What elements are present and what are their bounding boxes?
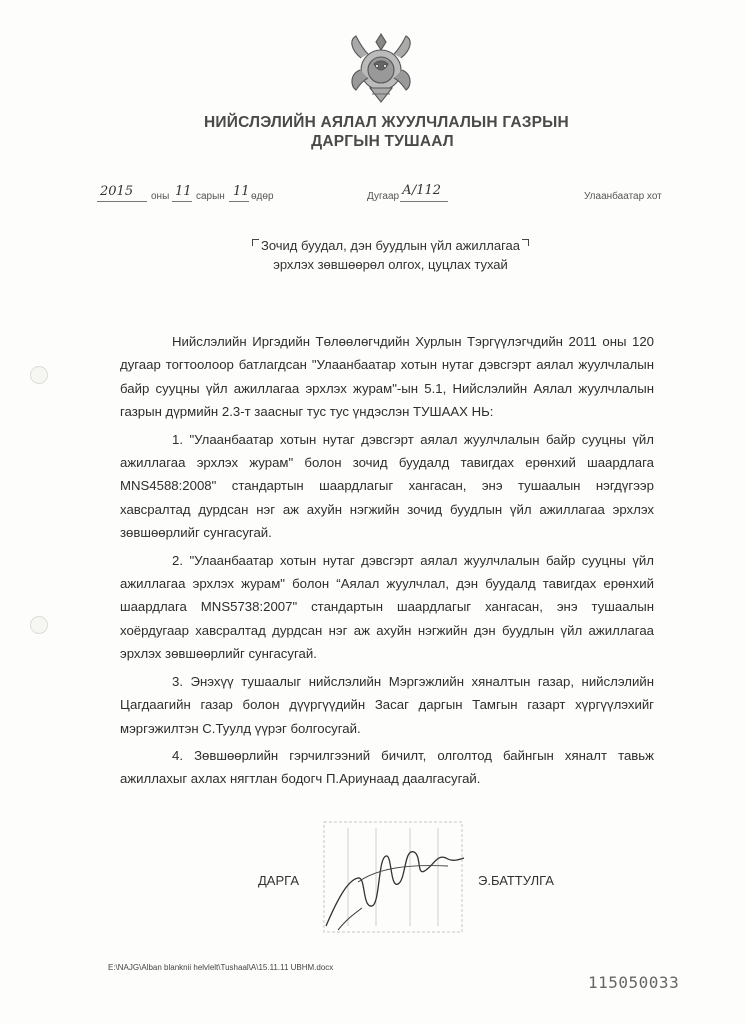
signature-block bbox=[0, 873, 745, 893]
document-body bbox=[120, 330, 654, 795]
number-underline bbox=[400, 201, 448, 202]
year-label: оны bbox=[151, 191, 170, 202]
punch-hole-top bbox=[30, 366, 48, 384]
file-path-footer: E:\NAJG\Alban blanknii helvlelt\Tushaal\A\15.11.11 UBHM.docx bbox=[108, 963, 334, 972]
date-day: 11 bbox=[233, 184, 250, 199]
date-month: 11 bbox=[175, 184, 192, 199]
date-number-line bbox=[0, 184, 745, 208]
state-emblem-icon bbox=[346, 30, 416, 106]
month-underline bbox=[172, 201, 192, 202]
document-subject bbox=[0, 236, 745, 274]
bracket-right-icon bbox=[522, 239, 529, 246]
date-year: 2015 bbox=[100, 184, 134, 199]
day-label: өдөр bbox=[251, 191, 274, 202]
city-label: Улаанбаатар хот bbox=[584, 191, 662, 202]
month-label: сарын bbox=[196, 191, 225, 202]
document-type-title: ДАРГЫН ТУШААЛ bbox=[311, 133, 454, 150]
serial-number: 115050033 bbox=[588, 973, 680, 992]
bracket-left-icon bbox=[252, 239, 259, 246]
body-item-4: 4. Зөвшөөрлийн гэрчилгээний бичилт, олголтод байнгын хяналт тавьж ажиллахыг ахлах нягтлан бодогч П.Ариунаад даалгасугай. bbox=[120, 747, 654, 787]
document-header bbox=[0, 113, 745, 151]
signatory-title: ДАРГА bbox=[258, 873, 299, 888]
body-item-3: 3. Энэхүү тушаалыг нийслэлийн Мэргэжлийн хяналтын газар, нийслэлийн Цагдаагийн газар болон дүүргүүдийн Засаг даргын Тамгын газарт хүргүүлэхийг мэргэжилтэн С.Туулд үүрэг болгосугай. bbox=[120, 673, 654, 736]
body-item-1: 1. "Улаанбаатар хотын нутаг дэвсгэрт аялал жуулчлалын байр сууцны үйл ажиллагаа эрхлэх журам" болон зочид буудалд тавигдах ерөнхий шаардлага MNS4588:2008" стандартын шаардлагыг хангасан, энэ тушаалын нэгдүгээр хавсралтад дурдсан нэг аж ахуйн нэгжийн зочид буудлын үйл ажиллагаа эрхлэх зөвшөөрлийг сунгасугай. bbox=[120, 431, 654, 541]
year-underline bbox=[97, 201, 147, 202]
day-underline bbox=[229, 201, 249, 202]
body-item-2: 2. "Улаанбаатар хотын нутаг дэвсгэрт аялал жуулчлалын байр сууцны үйл ажиллагаа эрхлэх журам" болон “Аялал жуулчлал, дэн буудалд тавигдах ерөнхий шаардлага MNS5738:2007" стандартын шаардлагыг хангасан, энэ тушаалын хоёрдугаар хавсралтад дурдсан нэг аж ахуйн нэгжийн дэн буудлын үйл ажиллагаа эрхлэх зөвшөөрлийг сунгасугай. bbox=[120, 552, 654, 662]
subject-line-2: эрхлэх зөвшөөрөл олгох, цуцлах тухай bbox=[273, 257, 508, 272]
signatory-name: Э.БАТТУЛГА bbox=[478, 873, 554, 888]
number-label: Дугаар bbox=[367, 191, 400, 202]
punch-hole-bottom bbox=[30, 616, 48, 634]
organization-title: НИЙСЛЭЛИЙН АЯЛАЛ ЖУУЛЧЛАЛЫН ГАЗРЫН bbox=[204, 114, 569, 131]
document-number: А/112 bbox=[402, 183, 442, 198]
body-intro: Нийслэлийн Иргэдийн Төлөөлөгчдийн Хурлын Тэргүүлэгчдийн 2011 оны 120 дугаар тогтоолоор батлагдсан "Улаанбаатар хотын нутаг дэвсгэрт аялал жуулчлалын байр сууцны үйл ажиллагаа эрхлэх журам"-ын 5.1, Нийслэлийн Аялал жуулчлалын газрын дүрмийн 2.3-т заасныг тус тус үндэслэн ТУШААХ НЬ: bbox=[120, 334, 654, 420]
subject-line-1: Зочид буудал, дэн буудлын үйл ажиллагаа bbox=[0, 236, 745, 255]
